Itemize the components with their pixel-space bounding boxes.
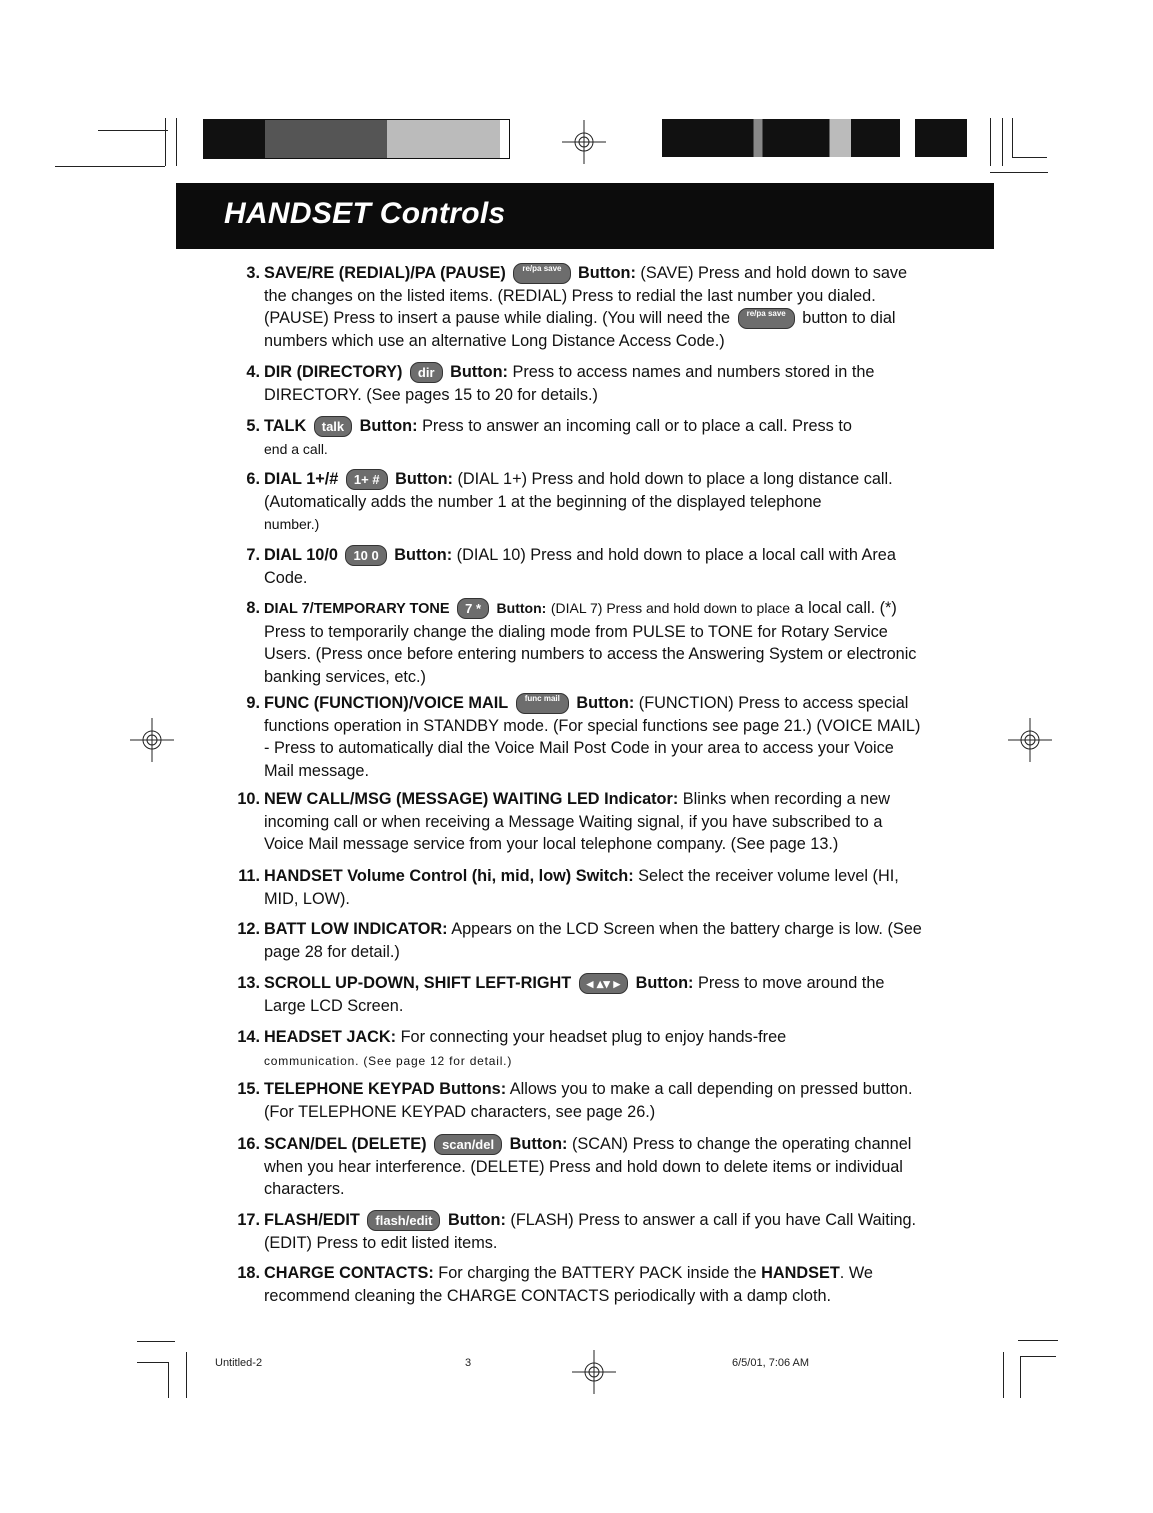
list-item — [226, 1026, 926, 1072]
item-name: FLASH/EDIT — [264, 1211, 360, 1229]
item-label: Button: — [395, 470, 453, 488]
crop-mark — [1003, 1352, 1004, 1398]
list-item — [226, 262, 926, 352]
registration-mark-icon — [130, 718, 174, 762]
item-number: 5. — [246, 417, 260, 435]
item-text: end a call. — [264, 440, 328, 457]
crop-mark — [1012, 118, 1013, 158]
item-name: BATT LOW INDICATOR: — [264, 920, 448, 938]
crop-mark — [98, 130, 168, 131]
save-button-icon: re/pa save — [738, 308, 795, 329]
crop-mark — [1020, 1356, 1021, 1398]
item-name: DIAL 1+/# — [264, 470, 339, 488]
item-label: Button: — [635, 974, 694, 992]
crop-mark — [55, 166, 165, 167]
item-name: SAVE/RE (REDIAL)/PA (PAUSE) — [264, 264, 506, 282]
item-number: 10. — [237, 790, 260, 808]
item-name: SCAN/DEL (DELETE) — [264, 1135, 427, 1153]
dial-1-button-icon: 1+ # — [346, 469, 388, 490]
scan-del-button-icon: scan/del — [434, 1134, 502, 1155]
item-name: SCROLL UP-DOWN, SHIFT LEFT-RIGHT — [264, 974, 572, 992]
list-item — [226, 1209, 926, 1254]
item-label: Button: — [576, 694, 635, 712]
item-text: Select the receiver volume level (HI, MID, LOW). — [264, 867, 899, 908]
item-text: (SCAN) Press to change the operating channel when you hear interference. (DELETE) Press and hold down to delete items or individual characters. — [264, 1135, 912, 1198]
item-label: Button: — [509, 1135, 568, 1153]
crop-mark — [1018, 1340, 1058, 1341]
crop-mark — [137, 1341, 175, 1342]
registration-mark-icon — [572, 1350, 616, 1394]
list-item — [226, 788, 926, 856]
footer-page-number: 3 — [465, 1357, 472, 1369]
item-name: DIR (DIRECTORY) — [264, 363, 403, 381]
func-button-icon: func mail — [516, 693, 569, 714]
list-item — [226, 1262, 926, 1307]
item-text: communication. (See page 12 for detail.) — [264, 1053, 513, 1068]
section-banner — [176, 183, 994, 249]
dial-7-button-icon: 7 * — [457, 598, 489, 619]
item-text: For charging the BATTERY PACK inside the — [438, 1264, 757, 1282]
dial-10-button-icon: 10 0 — [345, 545, 386, 566]
footer-timestamp: 6/5/01, 7:06 AM — [732, 1357, 810, 1369]
item-text: Allows you to make a call depending on pressed button. (For TELEPHONE KEYPAD characters, see page 26.) — [264, 1080, 913, 1121]
flash-edit-button-icon: flash/edit — [367, 1210, 440, 1231]
list-item — [226, 918, 926, 963]
crop-mark — [1012, 157, 1047, 158]
item-name: FUNC (FUNCTION)/VOICE MAIL — [264, 694, 509, 712]
list-item — [226, 544, 926, 589]
item-number: 4. — [246, 363, 260, 381]
item-number: 16. — [237, 1135, 260, 1153]
crop-mark — [1020, 1356, 1056, 1357]
color-bar-left — [203, 119, 510, 159]
list-item — [226, 597, 926, 688]
item-text: Press to move around the Large LCD Screen. — [264, 974, 885, 1015]
item-text: (DIAL 7) Press and hold down to place — [550, 600, 791, 616]
crop-mark — [1002, 118, 1003, 166]
item-label: Button: — [578, 264, 636, 282]
list-item — [226, 361, 926, 406]
item-text: (SAVE) Press and hold down to save the changes on the listed items. (REDIAL) Press to redial the last number you dialed. (PAUSE) Press to insert a pause while dialing. (You will need the — [264, 264, 908, 327]
item-number: 11. — [238, 867, 260, 885]
crop-mark — [990, 118, 991, 166]
item-number: 9. — [246, 694, 260, 712]
item-text: Blinks when recording a new incoming call or when receiving a Message Waiting signal, if you have subscribed to a Voice Mail message service from your local telephone company. (See page 13.) — [264, 790, 891, 853]
item-text: Press to answer an incoming call or to place a call. Press to — [422, 417, 852, 435]
item-name: HANDSET Volume Control (hi, mid, low) Switch: — [264, 867, 634, 885]
item-text: a local call. (*) Press to temporarily change the dialing mode from PULSE to TONE for Rotary Service Users. (Press once before entering numbers to access the Answering System or electronic banking services, etc.) — [264, 599, 917, 686]
registration-mark-icon — [562, 120, 606, 164]
list-item — [226, 415, 926, 460]
item-number: 18. — [237, 1264, 260, 1282]
list-item — [226, 865, 926, 910]
crop-mark — [990, 172, 1048, 173]
item-name: DIAL 7/TEMPORARY TONE — [264, 601, 450, 617]
crop-mark — [137, 1362, 169, 1363]
crop-mark — [186, 1352, 187, 1398]
item-number: 12. — [237, 920, 260, 938]
item-text: (DIAL 1+) Press and hold down to place a long distance call. (Automatically adds the number 1 at the beginning of the displayed telephone — [264, 470, 893, 511]
registration-mark-icon — [1008, 718, 1052, 762]
item-number: 7. — [246, 546, 260, 564]
save-button-icon: re/pa save — [513, 263, 570, 284]
item-name: TALK — [264, 417, 307, 435]
scroll-button-icon: ◂ ▴▾ ▸ — [579, 973, 628, 994]
item-number: 3. — [246, 264, 260, 282]
dir-button-icon: dir — [410, 362, 443, 383]
item-name: TELEPHONE KEYPAD Buttons: — [264, 1080, 507, 1098]
item-label: Button: — [448, 1211, 506, 1229]
item-name: DIAL 10/0 — [264, 546, 338, 564]
list-item — [226, 1078, 926, 1123]
item-text: (DIAL 10) Press and hold down to place a local call with Area Code. — [264, 546, 896, 587]
item-text: (FUNCTION) Press to access special functions operation in STANDBY mode. (For special functions see page 21.) (VOICE MAIL) - Press to automatically dial the Voice Mail Post Code in your area to access your Voice Mail message. — [264, 694, 921, 780]
item-label: Button: — [496, 600, 547, 616]
item-label: Button: — [450, 363, 508, 381]
crop-mark — [168, 1362, 169, 1398]
crop-mark — [165, 118, 166, 166]
color-bar-right — [662, 119, 967, 157]
footer-filename: Untitled-2 — [215, 1357, 263, 1369]
list-item — [226, 692, 926, 782]
item-text: . We recommend cleaning the CHARGE CONTACTS periodically with a damp cloth. — [264, 1264, 873, 1305]
item-text: For connecting your headset plug to enjoy hands-free — [400, 1028, 787, 1046]
item-name: NEW CALL/MSG (MESSAGE) WAITING LED Indicator: — [264, 790, 679, 808]
item-label: Button: — [394, 546, 453, 564]
talk-button-icon: talk — [314, 416, 352, 437]
item-number: 8. — [246, 599, 260, 617]
page-title: HANDSET Controls — [224, 197, 506, 230]
item-name: HANDSET — [761, 1264, 840, 1282]
item-name: HEADSET JACK: — [264, 1028, 397, 1046]
item-number: 15. — [237, 1080, 260, 1098]
item-text: button to dial numbers which use an alternative Long Distance Access Code.) — [264, 309, 896, 350]
list-item — [226, 1133, 926, 1201]
item-name: CHARGE CONTACTS: — [264, 1264, 434, 1282]
item-number: 17. — [237, 1211, 260, 1229]
list-item — [226, 972, 926, 1017]
crop-mark — [176, 118, 177, 166]
item-text: Press to access names and numbers stored in the DIRECTORY. (See pages 15 to 20 for details.) — [264, 363, 875, 404]
item-text: number.) — [264, 516, 320, 532]
item-label: Button: — [359, 417, 418, 435]
list-item — [226, 468, 926, 536]
item-text: (FLASH) Press to answer a call if you have Call Waiting. (EDIT) Press to edit listed items. — [264, 1211, 917, 1252]
item-number: 13. — [237, 974, 260, 992]
item-number: 6. — [246, 470, 260, 488]
item-number: 14. — [237, 1028, 260, 1046]
item-text: Appears on the LCD Screen when the battery charge is low. (See page 28 for detail.) — [264, 920, 922, 961]
